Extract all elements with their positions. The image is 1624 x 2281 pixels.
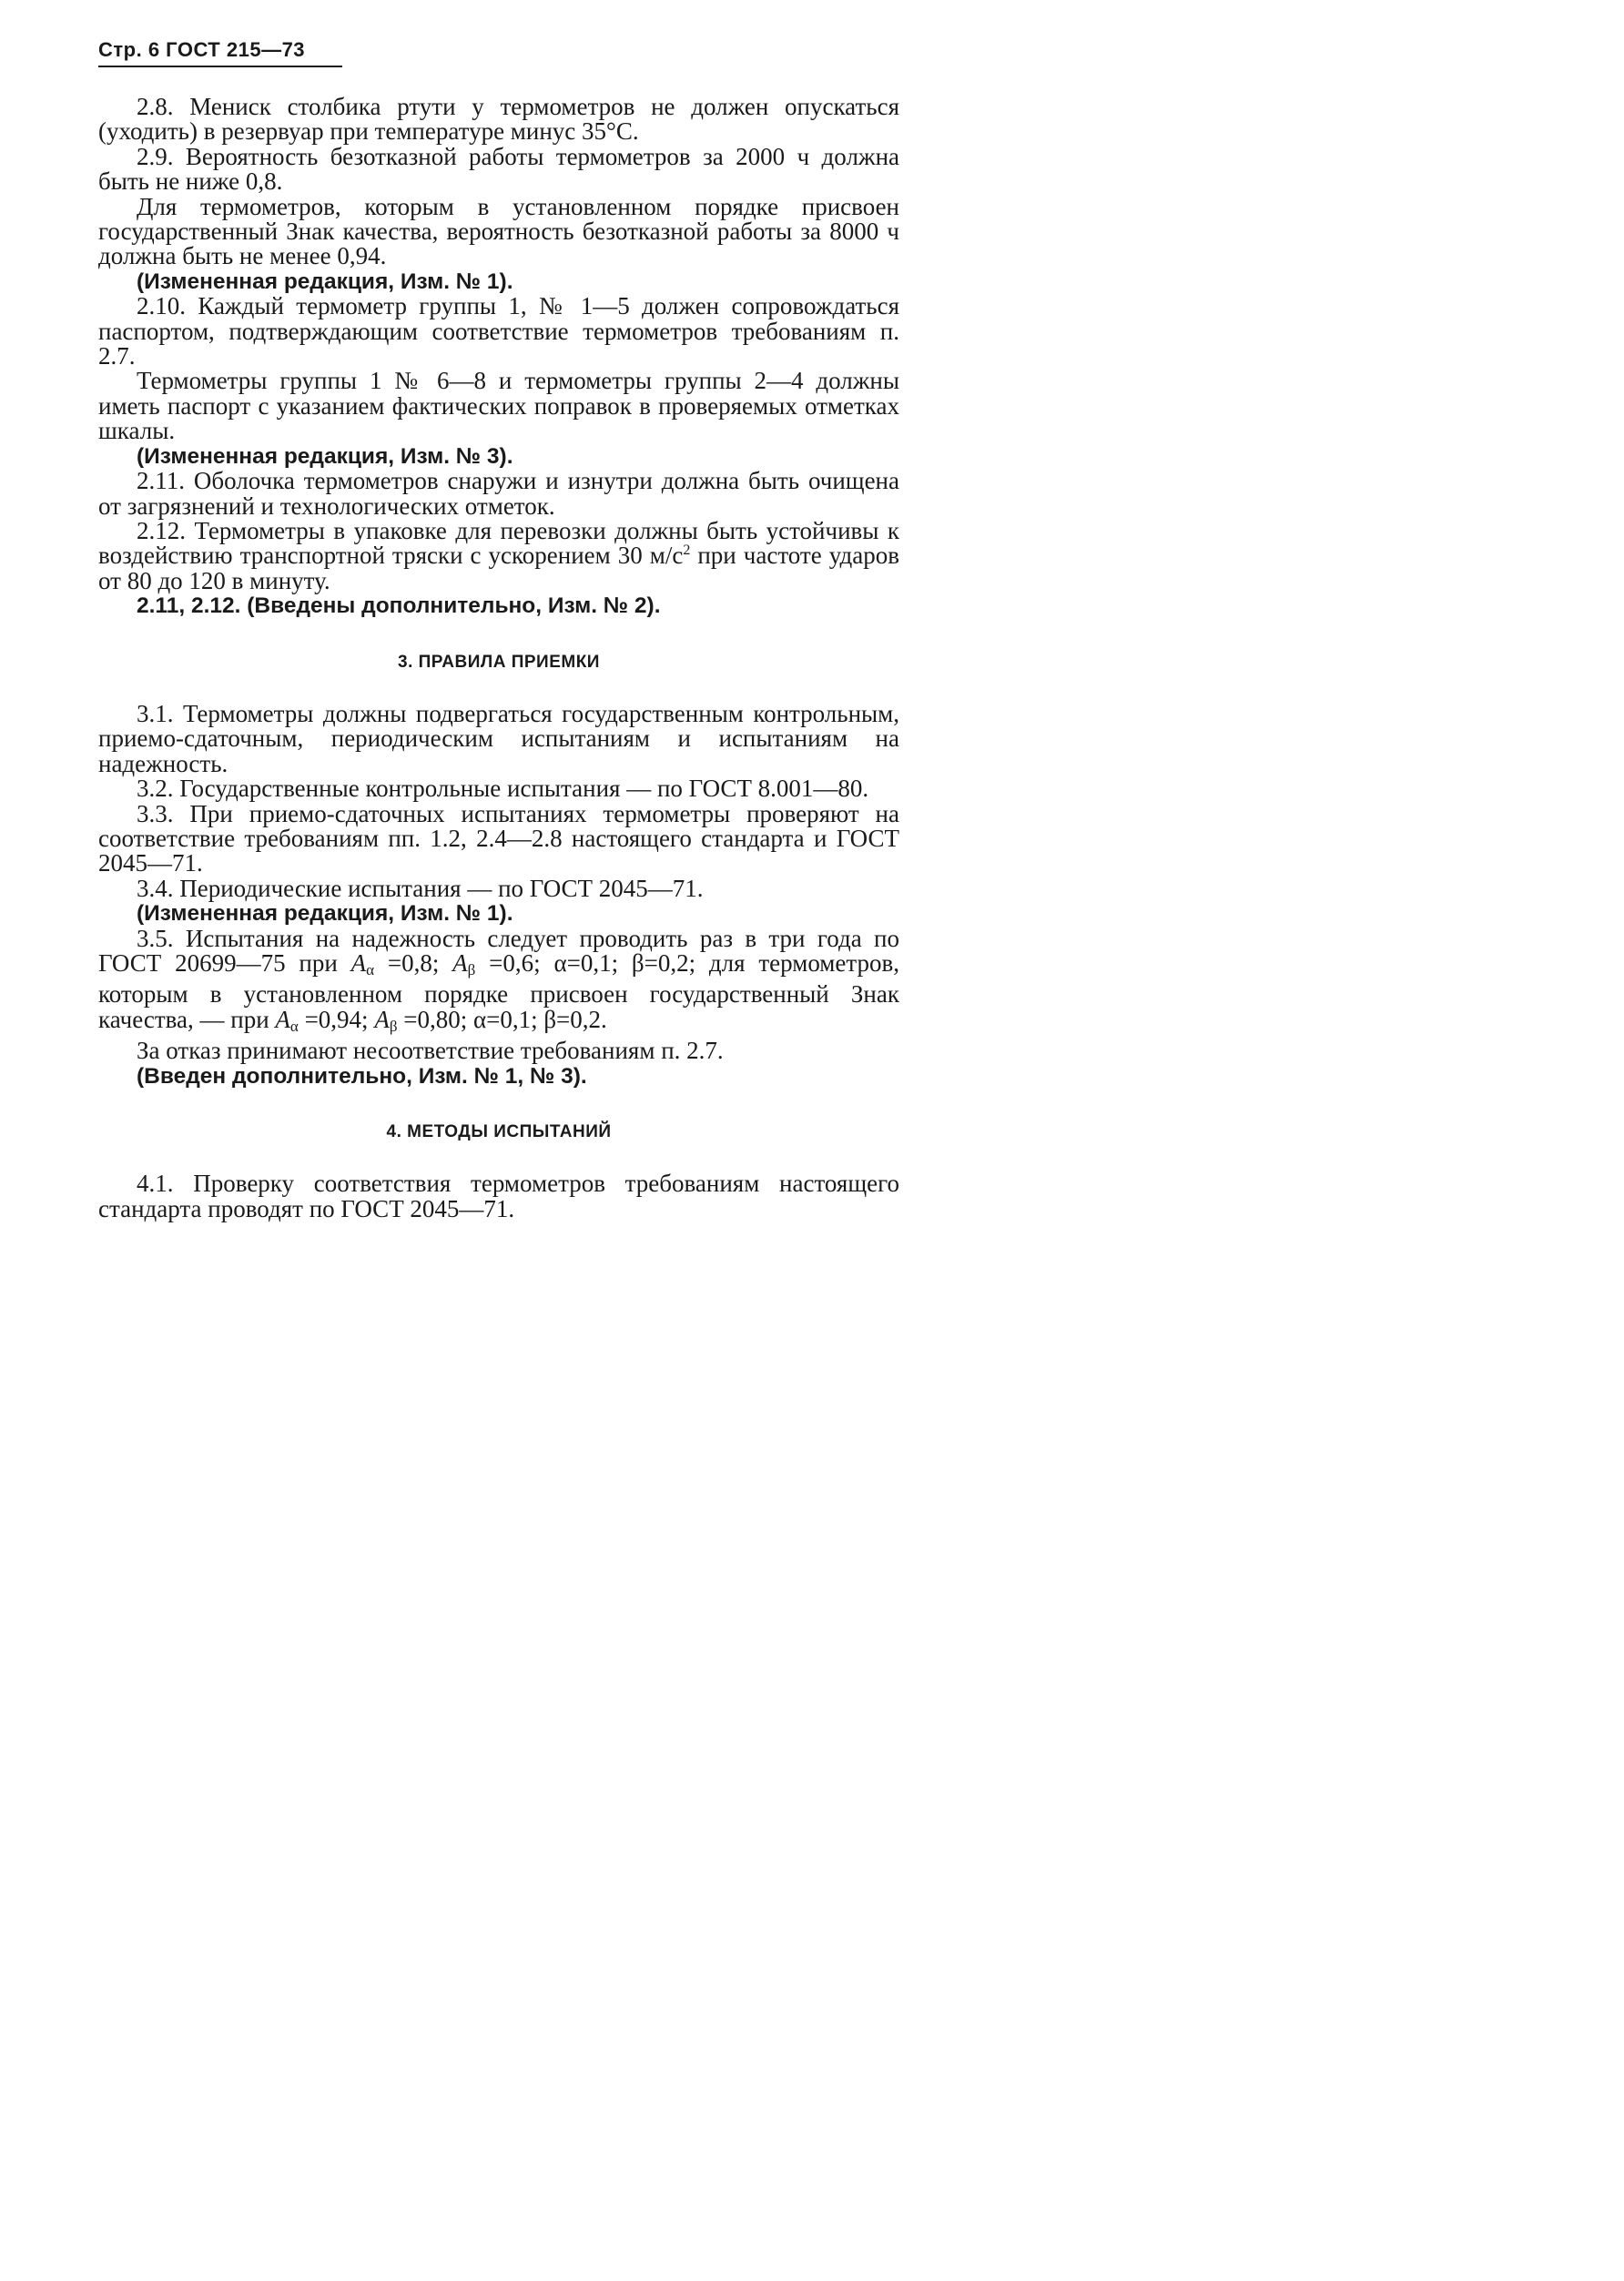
amendment-note: (Измененная редакция, Изм. № 1). (137, 901, 513, 927)
paragraph-3-4: 3.4. Периодические испытания — по ГОСТ 2045—71. (137, 874, 704, 902)
subscript-alpha: α (289, 1017, 299, 1035)
symbol-a: A (275, 1005, 290, 1033)
subscript-beta: β (467, 961, 476, 978)
paragraph-3-5-text: =0,94; (298, 1005, 375, 1033)
paragraph-2-12-text: 2.12. Термометры в упаковке для перевозки должны быть устойчивы к воздействию транспортной тряски с ускорением 30 м/с (98, 516, 899, 570)
subscript-alpha: α (366, 961, 375, 978)
paragraph-3-5-text: =0,80; α=0,1; β=0,2. (397, 1005, 607, 1033)
paragraph-3-5 (98, 924, 900, 1039)
paragraph-3-5-text: 3.5. Испытания на надежность следует проводить раз в три года по ГОСТ 20699—75 при (98, 924, 899, 977)
paragraph-2-11: 2.11. Оболочка термометров снаружи и изнутри должна быть очищена от загрязнений и технологических отметок. (98, 467, 899, 520)
paragraph-3-2: 3.2. Государственные контрольные испытания — по ГОСТ 8.001—80. (137, 775, 869, 803)
amendment-note: (Измененная редакция, Изм. № 1). (137, 269, 513, 294)
superscript: 2 (683, 542, 691, 559)
amendment-note: (Введен дополнительно, Изм. № 1, № 3). (137, 1063, 587, 1089)
paragraph-3-5-failure: За отказ принимают несоответствие требованиям п. 2.7. (137, 1037, 724, 1065)
header-rule (98, 66, 342, 67)
symbol-a: A (374, 1005, 390, 1033)
symbol-a: A (350, 949, 367, 977)
paragraph-3-1: 3.1. Термометры должны подвергаться государственным контрольным, приемо-сдаточным, периодическим испытаниям и испытаниям на надежность. (98, 699, 899, 777)
paragraph-2-9-quality: Для термометров, которым в установленном порядке присвоен государственный Знак качества, вероятность безотказной работы за 8000 ч должна быть не менее 0,94. (98, 192, 899, 270)
paragraph-2-8: 2.8. Мениск столбика ртути у термометров не должен опускаться (уходить) в резервуар при температуре минус 35°С. (98, 93, 899, 146)
section-title-acceptance: 3. ПРАВИЛА ПРИЕМКИ (398, 652, 600, 672)
subscript-beta: β (389, 1017, 398, 1035)
amendment-note: 2.11, 2.12. (Введены дополнительно, Изм. № 2). (137, 593, 661, 619)
symbol-a: A (452, 949, 468, 977)
paragraph-3-3: 3.3. При приемо-сдаточных испытаниях термометры проверяют на соответствие требованиям пп. 1.2, 2.4—2.8 настоящего стандарта и ГОСТ 2045—71. (98, 799, 899, 877)
paragraph-2-10-groups: Термометры группы 1 № 6—8 и термометры группы 2—4 должны иметь паспорт с указанием фактических поправок в проверяемых отметках шкалы. (98, 367, 899, 445)
paragraph-2-9: 2.9. Вероятность безотказной работы термометров за 2000 ч должна быть не ниже 0,8. (98, 142, 899, 196)
paragraph-3-5-text: =0,6; α=0,1; β=0,2; для термометров, которым в установленном порядке присвоен государственный Знак качества, — при (98, 949, 900, 1033)
section-title-test-methods: 4. МЕТОДЫ ИСПЫТАНИЙ (386, 1122, 612, 1142)
amendment-note: (Измененная редакция, Изм. № 3). (137, 443, 513, 469)
paragraph-2-12-tail: при частоте ударов от 80 до 120 в минуту. (98, 542, 899, 594)
paragraph-3-5-text: =0,8; (374, 949, 453, 977)
paragraph-2-12 (98, 516, 899, 594)
paragraph-4-1: 4.1. Проверку соответствия термометров требованиям настоящего стандарта проводят по ГОСТ 2045—71. (98, 1170, 899, 1222)
page-header: Стр. 6 ГОСТ 215—73 (98, 38, 306, 61)
paragraph-2-10: 2.10. Каждый термометр группы 1, № 1—5 должен сопровождаться паспортом, подтверждающим соответствие термометров требованиям п. 2.7. (98, 292, 899, 370)
document-body (98, 95, 899, 1222)
